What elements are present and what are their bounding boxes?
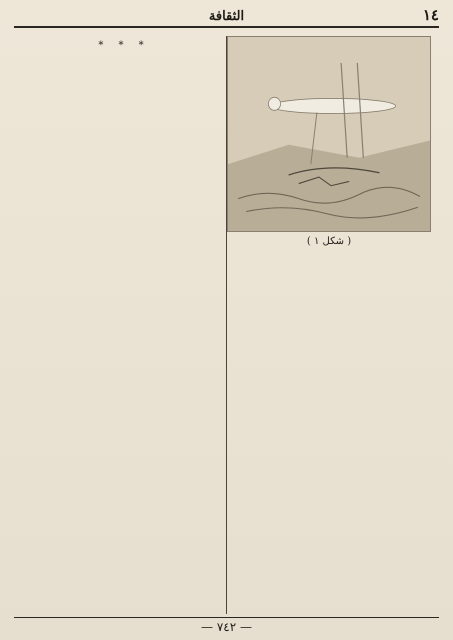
page-number-bottom: — ٧٤٢ — xyxy=(201,620,252,634)
page-number-top: ١٤ xyxy=(422,6,439,24)
running-title: الثقافة xyxy=(208,8,245,24)
figure-block xyxy=(227,36,431,250)
page-header xyxy=(14,6,439,28)
levitating-figure-drawing xyxy=(228,37,430,231)
right-column xyxy=(14,34,226,616)
page-footer xyxy=(14,617,439,636)
figure-caption: ( شكل ١ ) xyxy=(306,235,352,247)
left-column xyxy=(227,34,439,616)
figure-illustration xyxy=(227,36,431,232)
section-separator: * * * xyxy=(98,40,150,51)
article-body xyxy=(14,34,439,616)
